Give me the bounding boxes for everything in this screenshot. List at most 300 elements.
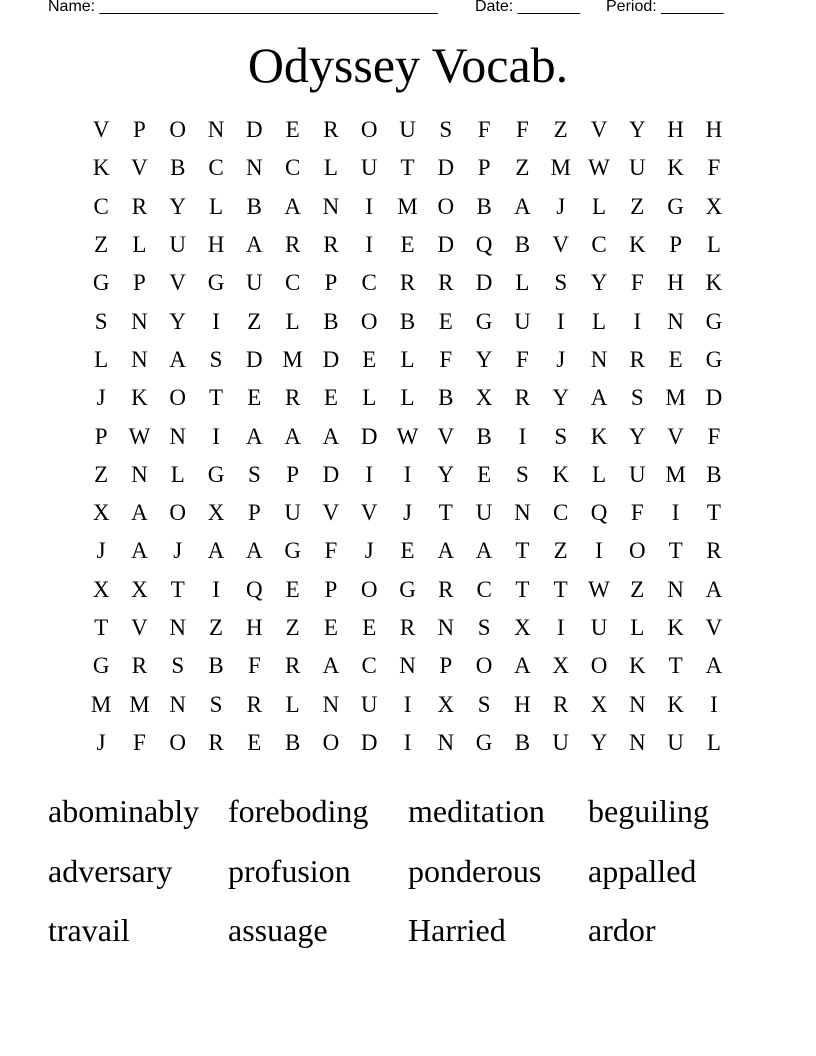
grid-letter: L [515,270,530,296]
grid-letter: H [705,117,723,143]
grid-letter: D [360,423,378,449]
grid-letter: L [706,729,721,755]
grid-letter: K [628,653,646,679]
grid-letter: I [365,461,374,487]
grid-letter: U [399,117,416,143]
grid-letter: D [705,385,723,411]
grid-letter: C [361,653,377,679]
grid-letter: F [707,155,721,181]
grid-letter: F [439,346,453,372]
grid-letter: A [705,576,723,602]
word-bank-item: travail [48,912,130,949]
grid-letter: A [437,538,455,564]
grid-letter: S [171,653,185,679]
grid-letter: E [438,308,453,334]
grid-letter: P [286,461,300,487]
grid-letter: A [169,346,187,372]
grid-letter: R [284,653,301,679]
grid-letter: O [360,576,378,602]
grid-letter: S [554,423,568,449]
grid-letter: I [595,538,603,564]
grid-letter: K [705,270,723,296]
date-field: Date: _______ [475,0,580,15]
grid-letter: P [247,500,261,526]
grid-letter: L [630,615,645,640]
grid-letter: C [284,270,301,296]
grid-letter: J [96,538,106,564]
grid-row [82,571,733,609]
grid-letter: J [173,538,183,564]
grid-letter: E [362,346,377,372]
grid-letter: L [400,346,415,372]
word-bank-row [48,782,768,842]
grid-letter: U [284,500,301,526]
grid-letter: U [360,691,378,717]
grid-letter: K [667,615,684,640]
grid-letter: T [209,385,224,411]
grid-letter: O [360,308,378,334]
grid-letter: X [131,576,148,602]
grid-letter: U [628,155,646,181]
grid-letter: R [438,270,454,296]
grid-letter: E [323,615,338,640]
grid-letter: D [246,117,263,143]
grid-letter: Z [553,117,568,143]
grid-letter: V [92,117,110,143]
grid-letter: P [439,653,453,679]
grid-letter: R [514,385,531,411]
grid-letter: J [556,193,566,219]
grid-letter: L [706,232,721,258]
grid-letter: Y [169,193,187,219]
grid-letter: Z [553,538,568,564]
grid-letter: H [667,270,684,296]
grid-letter: F [324,538,338,564]
grid-letter: A [246,538,263,564]
grid-letter: Z [247,308,262,334]
grid-letter: R [208,729,224,755]
word-bank-item: Harried [408,912,506,949]
grid-letter: S [209,346,223,372]
grid-letter: Q [475,232,493,258]
grid-letter: W [128,423,151,449]
grid-letter: A [246,232,263,258]
grid-letter: E [247,385,262,411]
grid-letter: Z [94,461,109,487]
grid-letter: U [628,461,646,487]
grid-letter: V [667,423,684,449]
grid-letter: U [169,232,187,258]
grid-letter: N [437,615,455,640]
grid-letter: N [399,653,416,679]
grid-letter: U [475,500,493,526]
grid-letter: E [400,232,415,258]
grid-letter: P [324,576,338,602]
grid-letter: R [706,538,722,564]
grid-letter: Z [285,615,300,640]
grid-letter: A [514,653,531,679]
grid-letter: A [590,385,608,411]
grid-letter: A [514,193,531,219]
grid-row [82,685,733,723]
grid-letter: A [322,653,340,679]
grid-letter: N [322,193,340,219]
grid-letter: G [475,729,493,755]
grid-letter: C [591,232,607,258]
grid-row [82,609,733,647]
grid-letter: L [591,461,607,487]
word-bank-item: ardor [588,912,656,949]
grid-letter: D [246,346,263,372]
grid-letter: K [131,385,148,411]
grid-letter: J [364,538,374,564]
grid-letter: Y [437,461,455,487]
grid-letter: B [706,461,722,487]
grid-letter: F [133,729,146,755]
grid-letter: G [92,270,110,296]
grid-letter: A [284,193,301,219]
grid-letter: J [96,385,106,411]
grid-letter: X [475,385,493,411]
grid-letter: F [630,270,644,296]
grid-letter: B [476,423,492,449]
grid-letter: E [247,729,262,755]
grid-letter: B [399,308,416,334]
grid-letter: Q [590,500,608,526]
grid-letter: D [360,729,378,755]
grid-letter: I [403,691,412,717]
grid-row [82,417,733,455]
grid-letter: F [707,423,721,449]
word-bank-item: foreboding [228,793,369,830]
grid-letter: N [131,346,148,372]
grid-letter: R [284,232,301,258]
grid-letter: M [282,346,303,372]
grid-row [82,149,733,187]
grid-letter: B [476,193,492,219]
grid-letter: X [437,691,455,717]
word-bank-row [48,842,768,902]
grid-row [82,532,733,570]
grid-letter: R [284,385,301,411]
grid-row [82,494,733,532]
grid-letter: R [438,576,454,602]
grid-letter: P [133,270,146,296]
grid-letter: V [705,615,723,640]
grid-letter: G [207,461,225,487]
grid-letter: K [552,461,570,487]
grid-letter: C [361,270,377,296]
grid-letter: Y [552,385,570,411]
grid-letter: T [94,615,109,640]
grid-letter: T [553,576,568,602]
grid-letter: B [170,155,186,181]
grid-letter: L [285,308,300,334]
grid-letter: Y [590,729,608,755]
grid-letter: M [129,691,150,717]
grid-letter: U [246,270,263,296]
grid-row [82,188,733,226]
grid-letter: C [93,193,109,219]
grid-letter: G [667,193,684,219]
grid-letter: P [324,270,338,296]
grid-letter: I [212,423,220,449]
grid-letter: R [629,346,645,372]
grid-letter: R [246,691,262,717]
grid-letter: T [515,538,530,564]
period-field: Period: _______ [606,0,724,15]
grid-letter: N [207,117,225,143]
grid-letter: D [437,155,455,181]
grid-row [82,341,733,379]
grid-letter: E [285,576,300,602]
grid-letter: D [322,346,340,372]
word-bank [48,782,768,961]
grid-letter: R [131,193,148,219]
grid-letter: R [399,615,416,640]
grid-letter: Z [94,232,109,258]
grid-letter: G [284,538,301,564]
grid-row [82,226,733,264]
grid-letter: X [514,615,531,640]
word-bank-item: abominably [48,793,200,830]
grid-letter: I [365,232,374,258]
grid-letter: D [475,270,493,296]
grid-letter: K [92,155,110,181]
grid-letter: B [284,729,301,755]
grid-letter: N [628,691,646,717]
grid-letter: A [322,423,340,449]
grid-letter: B [246,193,262,219]
grid-letter: P [133,117,146,143]
grid-letter: S [477,691,491,717]
grid-letter: G [399,576,416,602]
grid-letter: H [207,232,225,258]
grid-letter: T [668,653,683,679]
grid-letter: G [92,653,110,679]
grid-letter: Y [590,270,608,296]
grid-letter: T [515,576,530,602]
grid-letter: H [514,691,531,717]
grid-letter: M [90,691,112,717]
grid-letter: V [437,423,455,449]
grid-row [82,724,733,762]
grid-letter: J [96,729,106,755]
grid-letter: N [322,691,340,717]
grid-letter: E [477,461,492,487]
grid-letter: E [400,538,415,564]
word-bank-item: assuage [228,912,328,949]
grid-letter: D [437,232,455,258]
grid-letter: F [630,500,644,526]
word-search-grid [82,111,733,762]
grid-letter: G [207,270,225,296]
grid-letter: T [706,500,721,526]
grid-letter: L [362,385,377,411]
grid-letter: L [323,155,338,181]
grid-letter: A [207,538,225,564]
word-bank-item: meditation [408,793,545,830]
grid-letter: A [284,423,301,449]
grid-letter: M [397,193,418,219]
grid-letter: O [437,193,455,219]
grid-row [82,647,733,685]
grid-letter: S [477,615,491,640]
grid-letter: O [590,653,608,679]
grid-letter: F [477,117,491,143]
grid-letter: D [322,461,340,487]
grid-letter: U [667,729,684,755]
grid-letter: N [590,346,608,372]
grid-letter: P [669,232,682,258]
page-title: Odyssey Vocab. [247,37,569,93]
grid-letter: E [362,615,377,640]
grid-letter: N [169,615,187,640]
grid-letter: X [92,576,110,602]
grid-letter: T [400,155,415,181]
grid-letter: C [284,155,301,181]
grid-letter: N [628,729,646,755]
grid-letter: U [552,729,570,755]
grid-letter: G [475,308,493,334]
grid-letter: N [131,461,148,487]
grid-letter: S [630,385,644,411]
grid-letter: O [360,117,378,143]
grid-letter: N [131,308,148,334]
grid-letter: I [212,308,220,334]
grid-letter: G [705,346,723,372]
grid-letter: R [131,653,148,679]
grid-letter: W [588,576,610,602]
grid-letter: A [246,423,263,449]
grid-letter: L [400,385,415,411]
grid-letter: I [403,461,412,487]
grid-letter: B [208,653,224,679]
grid-letter: V [169,270,187,296]
word-bank-item: profusion [228,852,351,889]
name-field: Name: ______________________________________ [48,0,438,15]
grid-letter: Y [475,346,493,372]
grid-letter: J [556,346,566,372]
grid-letter: T [668,538,683,564]
grid-letter: W [396,423,419,449]
grid-letter: F [516,346,529,372]
grid-row [82,302,733,340]
grid-letter: T [170,576,185,602]
grid-letter: R [323,232,339,258]
grid-letter: O [169,385,187,411]
grid-row [82,456,733,494]
grid-letter: E [285,117,300,143]
grid-letter: S [516,461,529,487]
grid-letter: Q [246,576,263,602]
grid-letter: N [667,576,684,602]
grid-letter: U [590,615,608,640]
grid-letter: G [705,308,723,334]
grid-letter: Y [628,423,646,449]
grid-row [82,264,733,302]
grid-letter: M [550,155,571,181]
grid-letter: L [591,308,607,334]
grid-letter: O [169,117,187,143]
grid-letter: I [365,193,374,219]
grid-letter: N [169,423,187,449]
grid-letter: N [667,308,684,334]
grid-letter: B [514,729,531,755]
grid-letter: R [553,691,569,717]
grid-letter: M [665,385,686,411]
grid-letter: J [403,500,412,526]
grid-letter: C [208,155,224,181]
grid-letter: N [437,729,455,755]
grid-row [82,379,733,417]
grid-letter: K [628,232,646,258]
grid-letter: L [170,461,185,487]
grid-letter: V [131,155,148,181]
grid-letter: R [399,270,416,296]
grid-letter: V [360,500,378,526]
grid-row [82,111,733,149]
grid-letter: N [169,691,187,717]
grid-letter: O [169,500,187,526]
grid-letter: I [556,308,565,334]
word-bank-item: adversary [48,852,173,889]
grid-letter: B [514,232,531,258]
grid-letter: A [475,538,493,564]
grid-letter: Y [628,117,646,143]
grid-letter: O [628,538,646,564]
grid-letter: L [209,193,224,219]
grid-letter: Z [515,155,530,181]
grid-letter: R [323,117,339,143]
grid-letter: X [552,653,570,679]
grid-letter: C [553,500,569,526]
grid-letter: B [438,385,454,411]
grid-letter: A [131,500,148,526]
grid-letter: I [671,500,680,526]
grid-letter: K [667,155,684,181]
grid-letter: I [556,615,565,640]
grid-letter: T [438,500,453,526]
grid-letter: X [705,193,723,219]
grid-letter: A [705,653,723,679]
word-bank-row [48,901,768,961]
grid-letter: C [476,576,492,602]
grid-letter: O [322,729,340,755]
grid-letter: V [131,615,148,640]
grid-letter: P [94,423,108,449]
word-bank-item: beguiling [588,793,709,830]
grid-letter: L [285,691,300,717]
grid-letter: V [322,500,340,526]
grid-letter: I [212,576,220,602]
grid-letter: L [94,346,109,372]
grid-letter: E [668,346,683,372]
grid-letter: O [475,653,493,679]
grid-letter: V [590,117,608,143]
grid-letter: I [518,423,527,449]
grid-letter: S [554,270,568,296]
grid-letter: Z [630,193,645,219]
grid-letter: X [590,691,608,717]
grid-letter: S [439,117,453,143]
word-bank-item: ponderous [408,852,542,889]
grid-letter: Y [169,308,187,334]
grid-letter: N [514,500,531,526]
grid-letter: I [633,308,642,334]
grid-letter: P [477,155,491,181]
grid-letter: N [246,155,263,181]
